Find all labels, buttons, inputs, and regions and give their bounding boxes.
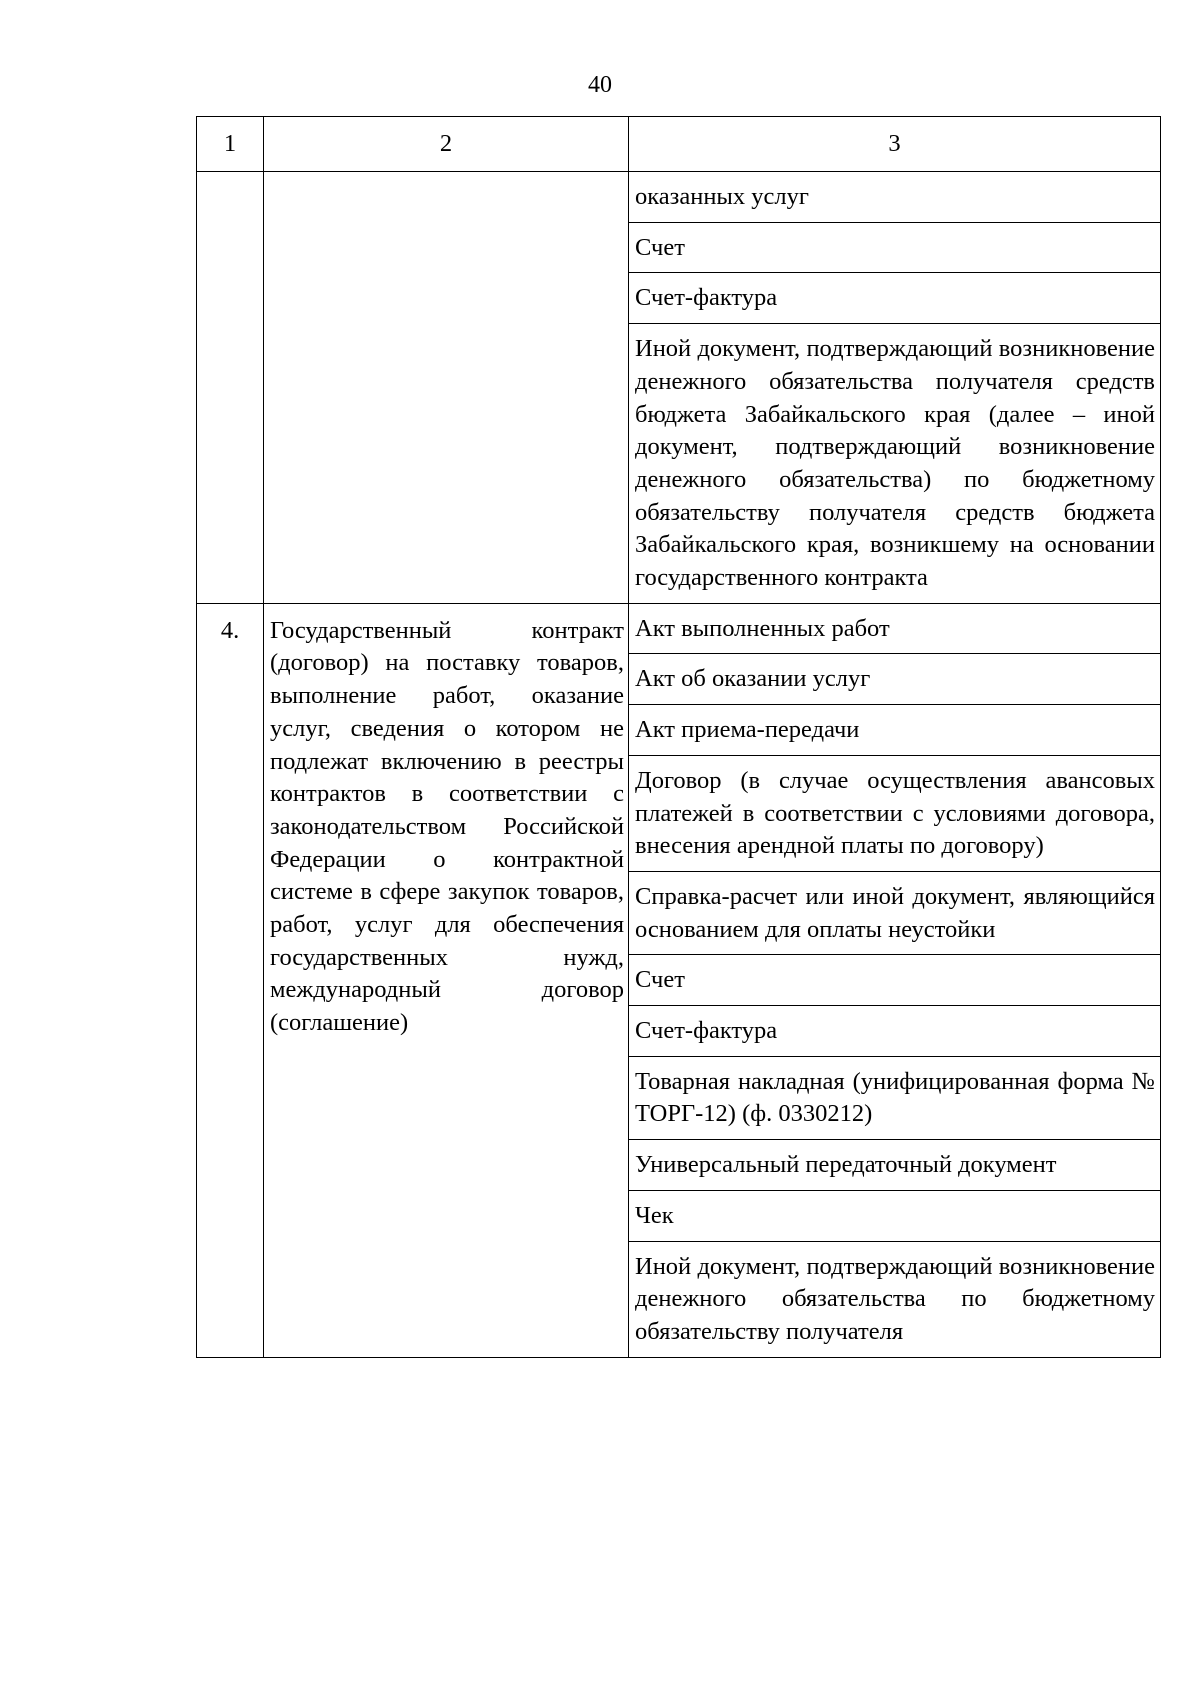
documents-table (196, 116, 1161, 1358)
row-number-cell (197, 172, 264, 604)
document-cell: Договор (в случае осуществления авансовых платежей в соответствии с условиями договора, внесения арендной платы по договору) (629, 755, 1161, 871)
column-header-1: 1 (197, 117, 264, 172)
document-cell: Счет-фактура (629, 1006, 1161, 1057)
column-header-3: 3 (629, 117, 1161, 172)
table-row (197, 603, 1161, 654)
document-cell: Чек (629, 1190, 1161, 1241)
document-cell: Акт выполненных работ (629, 603, 1161, 654)
document-cell: Счет (629, 955, 1161, 1006)
document-cell: Иной документ, подтверждающий возникновение денежного обязательства получателя средств бюджета Забайкальского края (далее – иной документ, подтверждающий возникновение денежного обязательства) по бюджетному обязательству получателя средств бюджета Забайкальского края, возникшему на основании государственного контракта (629, 324, 1161, 604)
document-cell: Товарная накладная (унифицированная форма № ТОРГ-12) (ф. 0330212) (629, 1056, 1161, 1139)
document-cell: Счет-фактура (629, 273, 1161, 324)
column-header-2: 2 (264, 117, 629, 172)
document-cell: Акт приема-передачи (629, 705, 1161, 756)
page-number: 40 (588, 72, 612, 98)
document-cell: Счет (629, 222, 1161, 273)
row-description-cell: Государственный контракт (договор) на поставку товаров, выполнение работ, оказание услуг, сведения о котором не подлежат включению в реестры контрактов в соответствии с законодательством Российской Федерации о контрактной системе в сфере закупок товаров, работ, услуг для обеспечения государственных нужд, международный договор (соглашение) (264, 603, 629, 1357)
document-cell: Иной документ, подтверждающий возникновение денежного обязательства по бюджетному обязательству получателя (629, 1241, 1161, 1357)
document-cell: Универсальный передаточный документ (629, 1140, 1161, 1191)
table-row (197, 172, 1161, 223)
document-cell: оказанных услуг (629, 172, 1161, 223)
row-number-cell: 4. (197, 603, 264, 1357)
table-header-row (197, 117, 1161, 172)
document-cell: Акт об оказании услуг (629, 654, 1161, 705)
row-description-cell (264, 172, 629, 604)
document-cell: Справка-расчет или иной документ, являющийся основанием для оплаты неустойки (629, 871, 1161, 954)
